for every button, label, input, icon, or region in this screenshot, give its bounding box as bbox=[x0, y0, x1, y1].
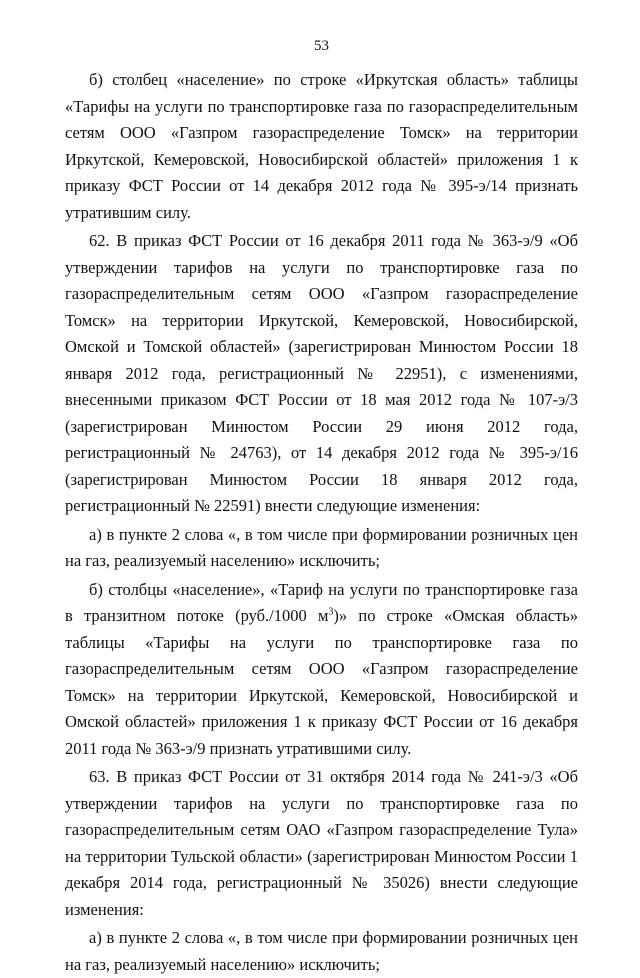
page-number: 53 bbox=[314, 38, 329, 54]
paragraph-62-b-text-end: )» по строке «Омская область» таблицы «Тарифы на услуги по транспортировке газа по газораспределительным сетям ООО «Газпром газораспределение Томск» на территории Иркутской, Кемеровской, Новосибирской и Омской областей» приложения 1 к приказу ФСТ России от 16 декабря 2011 года № 363-э/9 признать утратившими силу. bbox=[65, 606, 578, 758]
paragraph-62: 62. В приказ ФСТ России от 16 декабря 2011 года № 363-э/9 «Об утверждении тарифов на услуги по транспортировке газа по газораспределительным сетям ООО «Газпром газораспределение Томск» на территории Иркутской, Кемеровской, Новосибирской, Омской и Томской областей» (зарегистрирован Минюстом России 18 января 2012 года, регистрационный № 22951), с изменениями, внесенными приказом ФСТ России от 18 мая 2012 года № 107-э/3 (зарегистрирован Минюстом России 29 июня 2012 года, регистрационный № 24763), от 14 декабря 2012 года № 395-э/16 (зарегистрирован Минюстом России 18 января 2012 года, регистрационный № 22591) внести следующие изменения: bbox=[65, 231, 578, 515]
paragraph-b-irkutsk: б) столбец «население» по строке «Иркутская область» таблицы «Тарифы на услуги по транспортировке газа по газораспределительным сетям ООО «Газпром газораспределение Томск» на территории Иркутской, Кемеровской, Новосибирской областей» приложения 1 к приказу ФСТ России от 14 декабря 2012 года № 395-э/14 признать утратившим силу. bbox=[65, 70, 578, 222]
paragraph-62-a: а) в пункте 2 слова «, в том числе при формировании розничных цен на газ, реализуемый населению» исключить; bbox=[65, 524, 578, 570]
paragraph-62-b-text-start: б) столбцы «население», «Тариф на услуги по транспортировке газа в транзитном потоке (руб./1000 м bbox=[65, 579, 578, 625]
paragraph-63: 63. В приказ ФСТ России от 31 октября 2014 года № 241-э/3 «Об утверждении тарифов на услуги по транспортировке газа по газораспределительным сетям ОАО «Газпром газораспределение Тула» на территории Тульской области» (зарегистрирован Минюстом России 1 декабря 2014 года, регистрационный № 35026) внести следующие изменения: bbox=[65, 767, 578, 919]
paragraph-63-a: а) в пункте 2 слова «, в том числе при формировании розничных цен на газ, реализуемый населению» исключить; bbox=[65, 928, 578, 974]
paragraph-62-b bbox=[65, 577, 578, 763]
cubic-superscript: 3 bbox=[328, 606, 334, 618]
